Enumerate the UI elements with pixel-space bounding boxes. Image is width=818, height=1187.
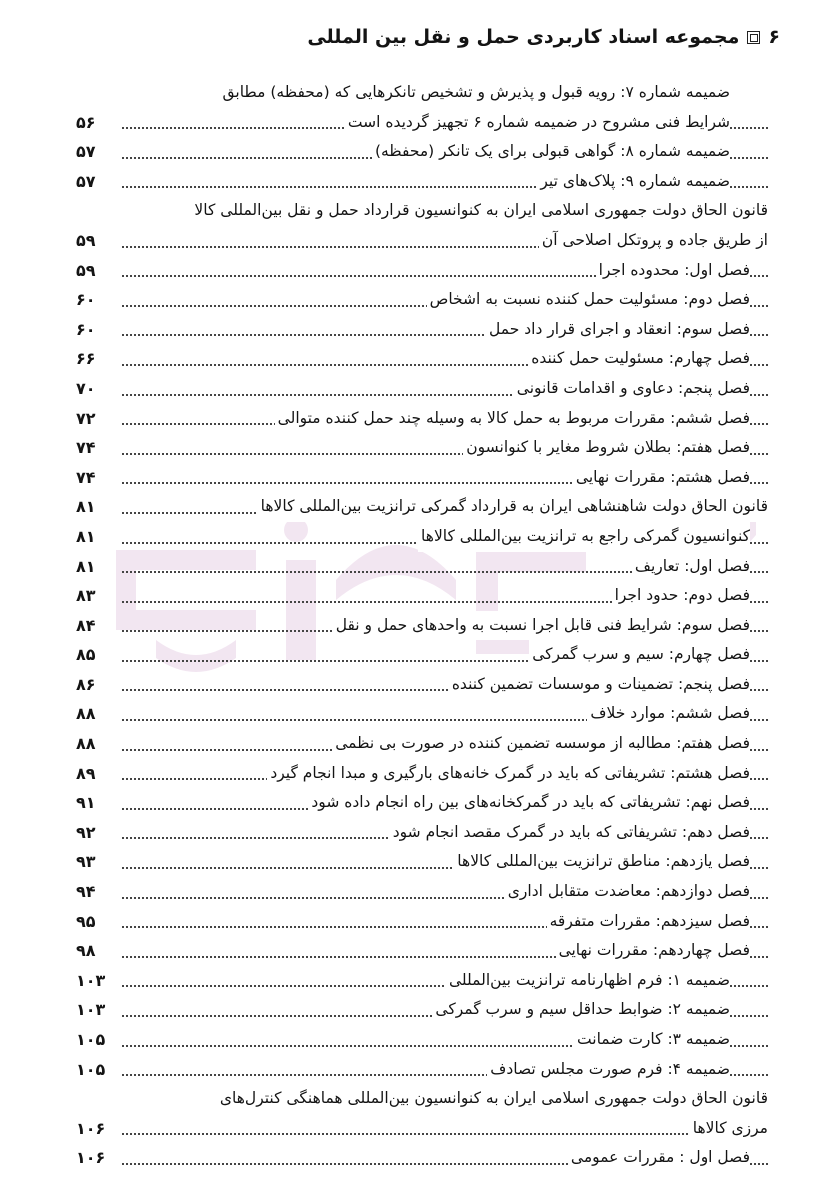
toc-entry-title: فصل دوم: مسئولیت حمل کننده نسبت به اشخاص [427,285,750,315]
toc-entry [76,552,768,582]
toc-entry-title: فصل دوم: حدود اجرا [612,581,750,611]
toc-page-number: ۱۰۵ [76,1030,106,1049]
toc-entry [76,226,768,256]
toc-entry-title: قانون الحاق دولت جمهوری اسلامی ایران به کنوانسیون قرارداد حمل و نقل بین‌المللی کالا [194,201,768,220]
toc-entry [76,108,768,138]
toc-entry-title: ضمیمه ۲: ضوابط حداقل سیم و سرب گمرکی [432,995,730,1025]
toc-page-number: ۶۰ [76,290,96,310]
toc-page-number: ۵۶ [76,112,96,132]
toc-entry [76,463,768,493]
toc-page-number: ۸۳ [76,586,96,606]
toc-page-number: ۷۴ [76,438,96,458]
toc-entry-title: فصل یازدهم: مناطق ترانزیت بین‌المللی کالاها [454,847,750,877]
toc-entry-title: فصل هفتم: بطلان شروط مغایر با کنوانسون [463,433,750,463]
toc-entry [76,315,768,345]
toc-page-number: ۱۰۳ [76,1000,106,1020]
toc-entry [76,759,768,789]
running-header [307,26,780,48]
dot-leader [122,1114,768,1144]
toc-entry-title: ضمیمه شماره ۸: گواهی قبولی برای یک تانکر (محفظه) [372,137,730,167]
toc-entry-title: فصل دهم: تشریفاتی که باید در گمرک مقصد انجام شود [390,818,750,848]
toc-entry [76,492,768,522]
toc-entry [76,1114,768,1144]
toc-entry [76,1084,768,1114]
toc-entry [76,196,768,226]
book-title: مجموعه اسناد کاربردی حمل و نقل بین المللی [307,26,740,48]
toc-page-number: ۹۳ [76,852,96,872]
toc-entry-title: ضمیمه شماره ۹: پلاک‌های تیر [537,167,730,197]
toc-entry-title: فصل اول: تعاریف [632,552,750,582]
toc-page-number: ۶۶ [76,349,96,369]
toc-page-number: ۸۵ [76,645,96,665]
toc-entry-title: فصل سوم: انعقاد و اجرای قرار داد حمل [486,315,750,345]
toc-entry-title: فصل پنجم: دعاوی و اقدامات قانونی [514,374,750,404]
toc-entry-title: فصل چهارم: سیم و سرب گمرکی [529,640,750,670]
toc-entry-title: از طریق جاده و پروتکل اصلاحی آن [539,226,768,256]
toc-entry-title: فصل سوم: شرایط فنی قابل اجرا نسبت به واحدهای حمل و نقل [333,611,750,641]
toc-page-number: ۱۰۶ [76,1118,106,1138]
toc-entry [76,699,768,729]
toc-entry [76,1143,768,1173]
toc-page-number: ۹۲ [76,822,96,842]
toc-entry [76,995,768,1025]
toc-entry-title: ضمیمه ۱: فرم اظهارنامه ترانزیت بین‌المللی [446,966,730,996]
toc-page-number: ۶۰ [76,319,96,339]
toc-entry-title: مرزی کالاها [690,1114,768,1144]
table-of-contents [76,78,768,1173]
toc-entry-title: فصل هفتم: مطالبه از موسسه تضمین کننده در صورت بی نظمی [332,729,750,759]
toc-entry [76,907,768,937]
toc-entry [76,374,768,404]
toc-entry [76,936,768,966]
toc-entry-title: فصل هشتم: تشریفاتی که باید در گمرک خانه‌های بارگیری و مبدا انجام گیرد [267,759,750,789]
toc-entry-title: فصل اول : مقررات عمومی [568,1143,750,1173]
toc-page-number: ۷۲ [76,408,96,428]
toc-entry [76,1055,768,1085]
toc-page-number: ۵۹ [76,260,96,280]
toc-entry-title: فصل چهارم: مسئولیت حمل کننده [528,344,750,374]
toc-entry-title: ضمیمه ۴: فرم صورت مجلس تصادف [487,1055,730,1085]
toc-entry [76,522,768,552]
toc-entry [76,1025,768,1055]
toc-entry [76,729,768,759]
toc-page-number: ۸۶ [76,674,96,694]
toc-entry-title: فصل سیزدهم: مقررات متفرقه [547,907,750,937]
toc-entry [76,611,768,641]
toc-page-number: ۹۸ [76,941,96,961]
toc-page-number: ۹۵ [76,911,96,931]
toc-entry-title: فصل ششم: موارد خلاف [587,699,750,729]
toc-entry-title: فصل دوازدهم: معاضدت متقابل اداری [505,877,750,907]
toc-page-number: ۸۱ [76,526,96,546]
toc-entry [76,640,768,670]
toc-page-number: ۹۱ [76,793,96,813]
toc-page-number: ۸۱ [76,497,96,517]
toc-page-number: ۸۸ [76,704,96,724]
toc-entry [76,788,768,818]
toc-page-number: ۵۹ [76,230,96,250]
toc-entry [76,404,768,434]
toc-entry [76,847,768,877]
toc-entry-title: فصل هشتم: مقررات نهایی [573,463,750,493]
toc-page-number: ۱۰۵ [76,1059,106,1079]
toc-entry [76,344,768,374]
toc-entry [76,285,768,315]
toc-entry-title: ضمیمه ۳: کارت ضمانت [574,1025,730,1055]
toc-entry-title: فصل پنجم: تضمینات و موسسات تضمین کننده [449,670,750,700]
toc-entry-title: فصل اول: محدوده اجرا [596,256,750,286]
toc-page-number: ۹۴ [76,882,96,902]
toc-entry [76,137,768,167]
toc-page-number: ۸۴ [76,615,96,635]
toc-page-number: ۵۷ [76,142,96,162]
toc-page-number: ۷۰ [76,378,96,398]
toc-entry-title: قانون الحاق دولت شاهنشاهی ایران به قرارداد گمرکی ترانزیت بین‌المللی کالاها [258,492,768,522]
toc-entry [76,256,768,286]
toc-page-number: ۸۸ [76,734,96,754]
ornament-square-icon [747,31,760,44]
toc-entry-title: فصل چهاردهم: مقررات نهایی [556,936,750,966]
toc-entry-title: کنوانسیون گمرکی راجع به ترانزیت بین‌المللی کالاها [418,522,750,552]
toc-entry [76,433,768,463]
toc-entry-title: فصل ششم: مقررات مربوط به حمل کالا به وسیله چند حمل کننده متوالی [275,404,750,434]
toc-entry-title: شرایط فنی مشروح در ضمیمه شماره ۶ تجهیز گردیده است [345,108,730,138]
toc-entry [76,877,768,907]
toc-entry [76,670,768,700]
toc-entry [76,966,768,996]
toc-page-number: ۸۱ [76,556,96,576]
toc-page-number: ۷۴ [76,467,96,487]
toc-page-number: ۸۹ [76,763,96,783]
toc-entry [76,581,768,611]
page-number: ۶ [768,26,780,48]
toc-entry-title: قانون الحاق دولت جمهوری اسلامی ایران به کنوانسیون بین‌المللی هماهنگی کنترل‌های [219,1089,768,1108]
toc-page-number: ۵۷ [76,171,96,191]
toc-entry [76,167,768,197]
toc-entry-title: ضمیمه شماره ۷: رویه قبول و پذیرش و تشخیص تانکرهایی که (محفظه) مطابق [222,83,730,101]
toc-entry-title: فصل نهم: تشریفاتی که باید در گمرکخانه‌های بین راه انجام داده شود [308,788,750,818]
toc-page-number: ۱۰۳ [76,970,106,990]
toc-page-number: ۱۰۶ [76,1148,106,1168]
toc-entry [76,818,768,848]
toc-entry [76,78,768,108]
